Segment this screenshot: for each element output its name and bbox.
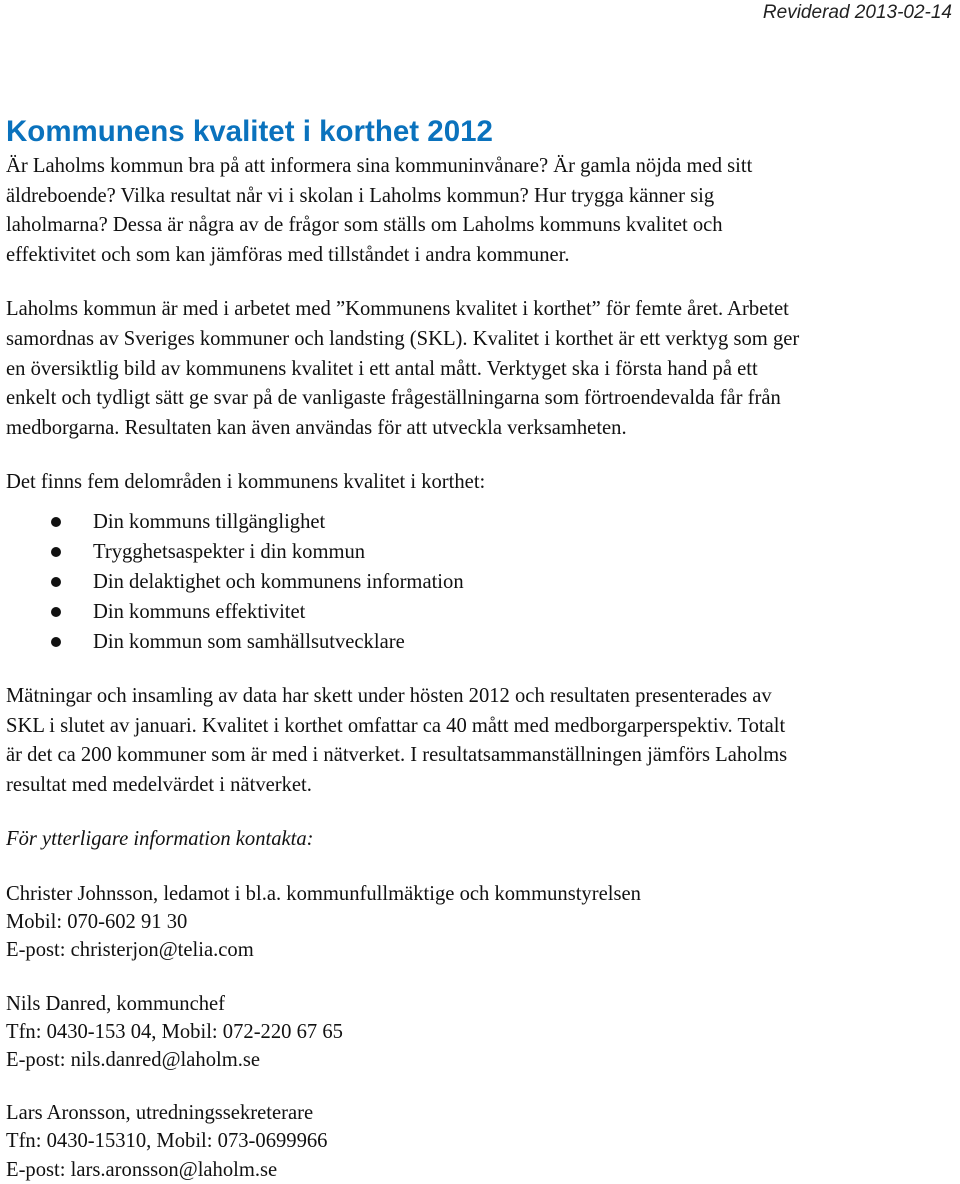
text-line: samordnas av Sveriges kommuner och landsting (SKL). Kvalitet i korthet är ett verktyg som ger xyxy=(6,327,800,350)
revision-date: Reviderad 2013-02-14 xyxy=(762,2,952,23)
intro-paragraph xyxy=(6,152,951,270)
contact-christer xyxy=(6,880,951,965)
list-item xyxy=(6,627,951,657)
list-item-label: Trygghetsaspekter i din kommun xyxy=(93,540,366,563)
text-line: effektivitet och som kan jämföras med tillståndet i andra kommuner. xyxy=(6,243,570,266)
bullet-icon xyxy=(51,517,61,527)
text-line: äldreboende? Vilka resultat når vi i skolan i Laholms kommun? Hur trygga känner sig xyxy=(6,184,715,207)
list-item-label: Din kommuns tillgänglighet xyxy=(93,510,326,533)
contact-name: Christer Johnsson, ledamot i bl.a. kommunfullmäktige och kommunstyrelsen xyxy=(6,882,641,905)
list-item-label: Din kommuns effektivitet xyxy=(93,600,306,623)
list-item xyxy=(6,507,951,537)
list-item-label: Din delaktighet och kommunens information xyxy=(93,570,464,593)
text-line: medborgarna. Resultaten kan även användas för att utveckla verksamheten. xyxy=(6,416,627,439)
about-paragraph xyxy=(6,295,951,443)
text-line: Mätningar och insamling av data har skett under hösten 2012 och resultaten presenterades av xyxy=(6,684,772,707)
text-line: är det ca 200 kommuner som är med i nätverket. I resultatsammanställningen jämförs Laholms xyxy=(6,744,788,767)
contact-phone: Mobil: 070-602 91 30 xyxy=(6,911,188,934)
list-item xyxy=(6,597,951,627)
text-line: resultat med medelvärdet i nätverket. xyxy=(6,773,312,796)
contact-name: Nils Danred, kommunchef xyxy=(6,992,226,1015)
text-line: en översiktlig bild av kommunens kvalitet i ett antal mått. Verktyget ska i första hand på ett xyxy=(6,357,758,380)
text-line: Laholms kommun är med i arbetet med ”Kommunens kvalitet i korthet” för femte året. Arbetet xyxy=(6,298,789,321)
contact-email: E-post: lars.aronsson@laholm.se xyxy=(6,1158,278,1181)
contact-email: E-post: nils.danred@laholm.se xyxy=(6,1048,261,1071)
bullet-icon xyxy=(51,637,61,647)
measurement-paragraph xyxy=(6,682,951,800)
text-line: SKL i slutet av januari. Kvalitet i korthet omfattar ca 40 mått med medborgarperspektiv. Totalt xyxy=(6,714,786,737)
bullet-icon xyxy=(51,547,61,557)
list-item xyxy=(6,567,951,597)
list-item xyxy=(6,537,951,567)
contact-lars xyxy=(6,1099,951,1184)
list-item-label: Din kommun som samhällsutvecklare xyxy=(93,630,405,653)
areas-intro: Det finns fem delområden i kommunens kvalitet i korthet: xyxy=(6,471,486,494)
document-body xyxy=(6,112,951,1184)
contact-phone: Tfn: 0430-15310, Mobil: 073-0699966 xyxy=(6,1130,328,1153)
areas-list xyxy=(6,507,951,657)
text-line: enkelt och tydligt sätt ge svar på de vanligaste frågeställningarna som förtroendevalda får från xyxy=(6,387,781,410)
page-title: Kommunens kvalitet i korthet 2012 xyxy=(6,115,493,148)
bullet-icon xyxy=(51,607,61,617)
contact-nils xyxy=(6,990,951,1075)
text-line: Är Laholms kommun bra på att informera sina kommuninvånare? Är gamla nöjda med sitt xyxy=(6,155,753,177)
contact-name: Lars Aronsson, utredningssekreterare xyxy=(6,1102,314,1125)
bullet-icon xyxy=(51,577,61,587)
contact-email: E-post: christerjon@telia.com xyxy=(6,939,254,962)
text-line: laholmarna? Dessa är några av de frågor som ställs om Laholms kommuns kvalitet och xyxy=(6,214,723,237)
contact-phone: Tfn: 0430-153 04, Mobil: 072-220 67 65 xyxy=(6,1020,343,1043)
more-info-heading: För ytterligare information kontakta: xyxy=(6,828,314,851)
